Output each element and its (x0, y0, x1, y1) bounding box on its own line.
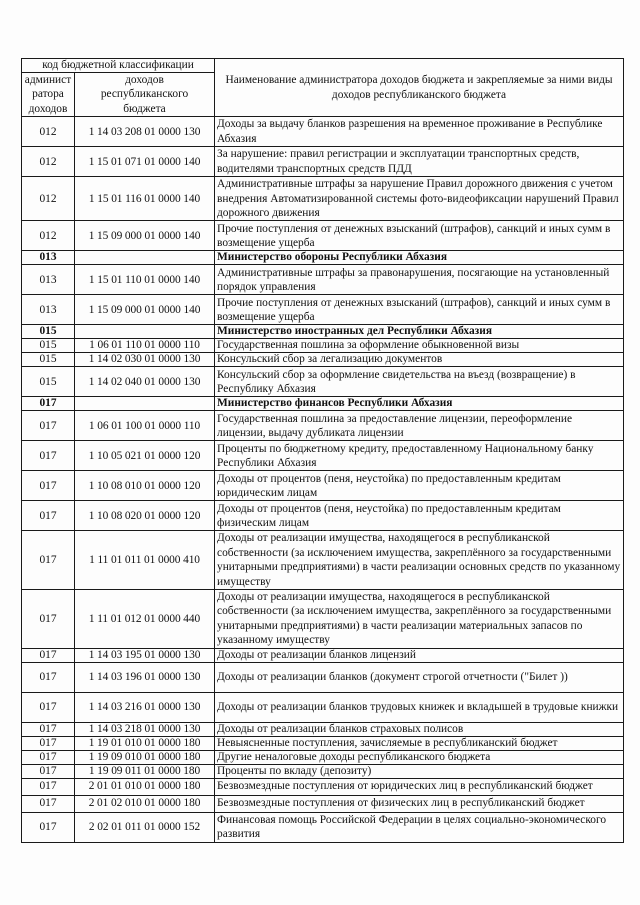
admin-code-cell: 012 (22, 117, 75, 147)
revenue-code-cell: 1 15 09 000 01 0000 140 (75, 221, 215, 251)
revenue-code-cell (75, 325, 215, 339)
revenue-name-cell: Доходы от процентов (пеня, неустойка) по предоставленным кредитам физическим лицам (215, 501, 624, 531)
table-row (22, 590, 624, 649)
table-row (22, 339, 624, 353)
table-row (22, 778, 624, 795)
revenue-name-cell: Доходы от реализации бланков трудовых книжек и вкладышей в трудовые книжки (215, 692, 624, 722)
admin-code-cell: 017 (22, 648, 75, 662)
administrator-group-row (22, 397, 624, 411)
revenue-code-cell: 1 14 02 040 01 0000 130 (75, 367, 215, 397)
table-row (22, 265, 624, 295)
header-administrator-code (22, 73, 75, 117)
admin-code-cell: 013 (22, 265, 75, 295)
admin-code-cell: 013 (22, 251, 75, 265)
admin-code-cell: 017 (22, 795, 75, 812)
revenue-code-cell (75, 251, 215, 265)
revenue-name-cell: Министерство иностранных дел Республики Абхазия (215, 325, 624, 339)
revenue-code-cell: 1 15 01 110 01 0000 140 (75, 265, 215, 295)
admin-code-cell: 017 (22, 778, 75, 795)
table-header (22, 59, 624, 117)
revenue-code-cell: 1 15 01 116 01 0000 140 (75, 177, 215, 221)
revenue-code-cell: 2 01 02 010 01 0000 180 (75, 795, 215, 812)
revenue-name-cell: Министерство финансов Республики Абхазия (215, 397, 624, 411)
revenue-name-cell: Доходы от процентов (пеня, неустойка) по предоставленным кредитам юридическим лицам (215, 471, 624, 501)
revenue-name-cell: Консульский сбор за легализацию документов (215, 353, 624, 367)
header-admin-line-2: ратора (32, 88, 64, 101)
revenue-name-cell: Министерство обороны Республики Абхазия (215, 251, 624, 265)
revenue-name-cell: Проценты по бюджетному кредиту, предоставленному Национальному банку Республики Абхазия (215, 441, 624, 471)
admin-code-cell: 012 (22, 177, 75, 221)
revenue-code-cell: 2 01 01 010 01 0000 180 (75, 778, 215, 795)
revenue-name-cell: Невыясненные поступления, зачисляемые в республиканский бюджет (215, 736, 624, 750)
revenue-code-cell: 1 10 05 021 01 0000 120 (75, 441, 215, 471)
admin-code-cell: 017 (22, 471, 75, 501)
revenue-code-cell: 1 14 03 196 01 0000 130 (75, 662, 215, 692)
revenue-code-cell: 1 19 09 010 01 0000 180 (75, 750, 215, 764)
revenue-code-cell: 2 02 01 011 01 0000 152 (75, 812, 215, 842)
table-row (22, 750, 624, 764)
admin-code-cell: 017 (22, 722, 75, 736)
admin-code-cell: 017 (22, 662, 75, 692)
revenue-code-cell: 1 11 01 012 01 0000 440 (75, 590, 215, 649)
admin-code-cell: 017 (22, 812, 75, 842)
admin-code-cell: 015 (22, 325, 75, 339)
table-row (22, 367, 624, 397)
revenue-name-cell: За нарушение: правил регистрации и эксплуатации транспортных средств, водителями транспортных средств ПДД (215, 147, 624, 177)
admin-code-cell: 017 (22, 531, 75, 590)
revenue-administrators-table (21, 58, 624, 843)
admin-code-cell: 017 (22, 750, 75, 764)
revenue-name-cell: Доходы от реализации имущества, находящегося в республиканской собственности (за исключением имущества, закреплённого за государственными унитарными предприятиями) в части реализации материальных запасов по указанному имуществу (215, 590, 624, 649)
revenue-code-cell: 1 19 01 010 01 0000 180 (75, 736, 215, 750)
revenue-name-cell: Прочие поступления от денежных взысканий (штрафов), санкций и иных сумм в возмещение ущерба (215, 295, 624, 325)
revenue-name-cell: Безвозмездные поступления от юридических лиц в республиканский бюджет (215, 778, 624, 795)
table-row (22, 411, 624, 441)
revenue-code-cell: 1 14 03 195 01 0000 130 (75, 648, 215, 662)
header-admin-line-3: доходов (28, 102, 68, 115)
table-row (22, 648, 624, 662)
revenue-code-cell: 1 15 01 071 01 0000 140 (75, 147, 215, 177)
table-row (22, 722, 624, 736)
header-admin-line-1: админист (24, 74, 72, 86)
admin-code-cell: 015 (22, 353, 75, 367)
revenue-name-cell: Доходы от реализации бланков (документ строгой отчетности ("Билет )) (215, 662, 624, 692)
revenue-name-cell: Безвозмездные поступления от физических лиц в республиканский бюджет (215, 795, 624, 812)
table-row (22, 117, 624, 147)
admin-code-cell: 012 (22, 221, 75, 251)
revenue-code-cell: 1 14 03 216 01 0000 130 (75, 692, 215, 722)
revenue-name-cell: Государственная пошлина за предоставление лицензии, переоформление лицензии, выдачу дубликата лицензии (215, 411, 624, 441)
revenue-code-cell (75, 397, 215, 411)
revenue-name-cell: Доходы от реализации имущества, находящегося в республиканской собственности (за исключением имущества, закреплённого за государственными унитарными предприятиями) в части реализации основных средств по указанному имуществу (215, 531, 624, 590)
admin-code-cell: 015 (22, 339, 75, 353)
table-row (22, 764, 624, 778)
administrator-group-row (22, 325, 624, 339)
table-body (22, 117, 624, 842)
admin-code-cell: 013 (22, 295, 75, 325)
table-row (22, 531, 624, 590)
admin-code-cell: 017 (22, 764, 75, 778)
table-row (22, 471, 624, 501)
revenue-code-cell: 1 14 03 218 01 0000 130 (75, 722, 215, 736)
revenue-name-cell: Консульский сбор за оформление свидетельства на въезд (возвращение) в Республику Абхазия (215, 367, 624, 397)
revenue-code-cell: 1 11 01 011 01 0000 410 (75, 531, 215, 590)
header-revenue-code: доходов республиканского бюджета (75, 73, 215, 117)
revenue-name-cell: Другие неналоговые доходы республиканского бюджета (215, 750, 624, 764)
admin-code-cell: 017 (22, 397, 75, 411)
admin-code-cell: 017 (22, 692, 75, 722)
revenue-name-cell: Финансовая помощь Российской Федерации в целях социально-экономического развития (215, 812, 624, 842)
table-row (22, 501, 624, 531)
revenue-code-cell: 1 06 01 110 01 0000 110 (75, 339, 215, 353)
table-row (22, 147, 624, 177)
table-row (22, 353, 624, 367)
revenue-code-cell: 1 15 09 000 01 0000 140 (75, 295, 215, 325)
admin-code-cell: 015 (22, 367, 75, 397)
table-row (22, 736, 624, 750)
administrator-group-row (22, 251, 624, 265)
revenue-code-cell: 1 10 08 010 01 0000 120 (75, 471, 215, 501)
table-row (22, 441, 624, 471)
revenue-code-cell: 1 19 09 011 01 0000 180 (75, 764, 215, 778)
admin-code-cell: 012 (22, 147, 75, 177)
revenue-name-cell: Прочие поступления от денежных взысканий (штрафов), санкций и иных сумм в возмещение ущерба (215, 221, 624, 251)
admin-code-cell: 017 (22, 590, 75, 649)
table-row (22, 692, 624, 722)
revenue-name-cell: Доходы от реализации бланков страховых полисов (215, 722, 624, 736)
revenue-code-cell: 1 14 02 030 01 0000 130 (75, 353, 215, 367)
revenue-code-cell: 1 14 03 208 01 0000 130 (75, 117, 215, 147)
table-row (22, 812, 624, 842)
header-budget-classification-code: код бюджетной классификации (22, 59, 215, 73)
table-row (22, 662, 624, 692)
revenue-name-cell: Государственная пошлина за оформление обыкновенной визы (215, 339, 624, 353)
header-administrator-name: Наименование администратора доходов бюджета и закрепляемые за ними виды доходов республиканского бюджета (215, 59, 624, 117)
table-row (22, 221, 624, 251)
revenue-name-cell: Административные штрафы за правонарушения, посягающие на установленный порядок управления (215, 265, 624, 295)
revenue-name-cell: Административные штрафы за нарушение Правил дорожного движения с учетом внедрения Автоматизированной системы фото-видеофиксации нарушений Правил дорожного движения (215, 177, 624, 221)
admin-code-cell: 017 (22, 501, 75, 531)
revenue-name-cell: Доходы за выдачу бланков разрешения на временное проживание в Республике Абхазия (215, 117, 624, 147)
revenue-code-cell: 1 10 08 020 01 0000 120 (75, 501, 215, 531)
table-row (22, 295, 624, 325)
revenue-name-cell: Доходы от реализации бланков лицензий (215, 648, 624, 662)
admin-code-cell: 017 (22, 441, 75, 471)
table-row (22, 177, 624, 221)
admin-code-cell: 017 (22, 736, 75, 750)
admin-code-cell: 017 (22, 411, 75, 441)
table-row (22, 795, 624, 812)
revenue-code-cell: 1 06 01 100 01 0000 110 (75, 411, 215, 441)
revenue-name-cell: Проценты по вкладу (депозиту) (215, 764, 624, 778)
